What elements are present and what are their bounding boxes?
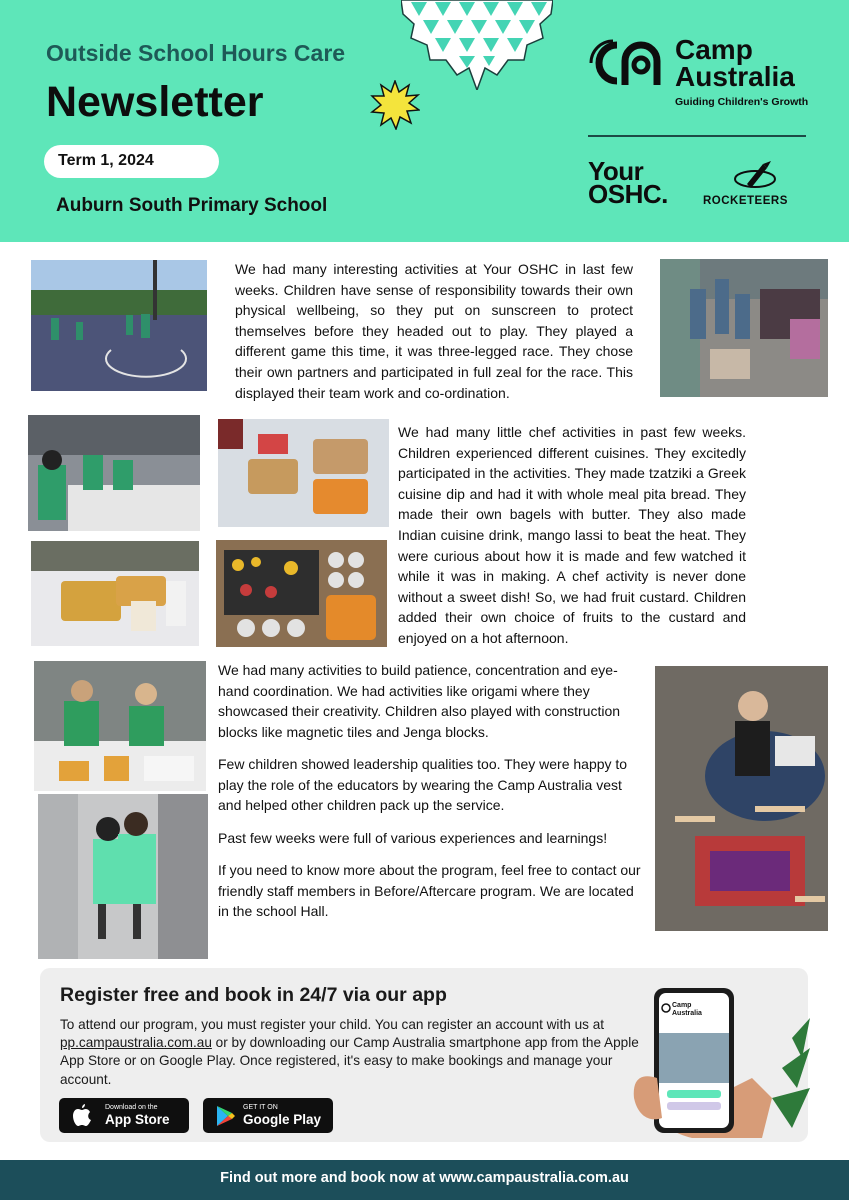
oshc-line1: Your [588,156,644,186]
term-badge: Term 1, 2024 [44,145,219,178]
register-body [60,1016,640,1089]
camp-word: Camp [675,34,753,65]
sun-burst-icon [370,80,420,130]
app-store-small-text: Download on the [105,1104,158,1111]
photo-fruit-custard [216,540,387,647]
oshc-line2: OSHC. [588,179,668,209]
article-paragraph-3: We had many activities to build patience, concentration and eye-hand coordination. We had activities like origami where they showcased their creativity. Children also played with construction blocks like magnetic tiles and Jenga blocks. [218,662,621,740]
article-paragraph-6: If you need to know more about the program, feel free to contact our friendly staff members in Before/Aftercare program. We are located in the school Hall. [218,862,641,920]
header-divider [588,135,806,137]
photo-chef-table [28,415,200,531]
brand-tagline: Guiding Children's Growth [675,96,809,108]
header-title: Newsletter [46,78,264,126]
article-paragraph-2: We had many little chef activities in past few weeks. Children experienced different cuisines. They excitedly participated in the activities. They made tzatziki a Greek cuisine dip and had it with whole meal pita bread. They made their own bagels with butter. They also made Indian cuisine drink, mango lassi to beat the heat. They were curious about how it is made and few watched it while it was in making. A chef activity is never done without a sweet dish! So, we had fruit custard. Children added their own choice of fruits to the custard and enjoyed on a hot afternoon. [398,424,746,646]
phone-brand-line2: Australia [672,1010,702,1017]
footer-text: Find out more and book now at www.campaustralia.com.au [220,1170,629,1186]
register-body-end: or by downloading our Camp Australia smartphone app from the Apple App Store or on Google Play. Once registered, it's easy to make bookings and manage your account. [60,1035,639,1087]
rocketeers-logo: ROCKETEERS [703,195,788,207]
register-body-start: To attend our program, you must register your child. You can register an account with us at [60,1017,605,1032]
camp-australia-logo-icon [585,35,669,91]
photo-children-group [660,259,828,397]
register-title: Register free and book in 24/7 via our app [60,984,447,1006]
register-link[interactable]: pp.campaustralia.com.au [60,1035,212,1051]
article-paragraph-4: Few children showed leadership qualities too. They were happy to play the role of the educators by wearing the Camp Australia vest and helped other children pack up the service. [218,756,628,814]
school-name: Auburn South Primary School [56,195,328,216]
triangle-star-icon [401,0,553,90]
header-subtitle: Outside School Hours Care [46,40,346,66]
article-paragraph-1: We had many interesting activities at Your OSHC in last few weeks. Children have sense of responsibility towards their own physical wellbeing, so they put on sunscreen to protect themselves before they headed out to play. They played a different game this time, it was three-legged race. They chose their own partners and participated in full zeal for the race. This displayed their team work and co-ordination. [235,261,633,401]
photo-food-containers [218,419,389,527]
photo-vest-children [38,794,208,959]
photo-construction-blocks [655,666,828,931]
photo-lassi-table [31,541,199,646]
google-play-label: Google Play [243,1112,322,1127]
apple-icon [72,1104,92,1127]
google-play-small-text: GET IT ON [243,1104,278,1111]
camp-australia-wordmark [675,36,795,90]
australia-word: Australia [675,61,795,92]
google-play-icon [216,1105,236,1127]
google-play-button[interactable] [203,1098,333,1133]
phone-app-illustration [632,978,810,1143]
phone-brand-line1: Camp [672,1002,692,1009]
photo-origami-activity [34,661,206,791]
rocket-icon [733,160,777,192]
app-store-button[interactable] [59,1098,189,1133]
article-paragraph-5: Past few weeks were full of various experiences and learnings! [218,830,608,846]
your-oshc-logo [588,156,668,209]
photo-outdoor-race [31,260,207,391]
app-store-label: App Store [105,1112,170,1127]
